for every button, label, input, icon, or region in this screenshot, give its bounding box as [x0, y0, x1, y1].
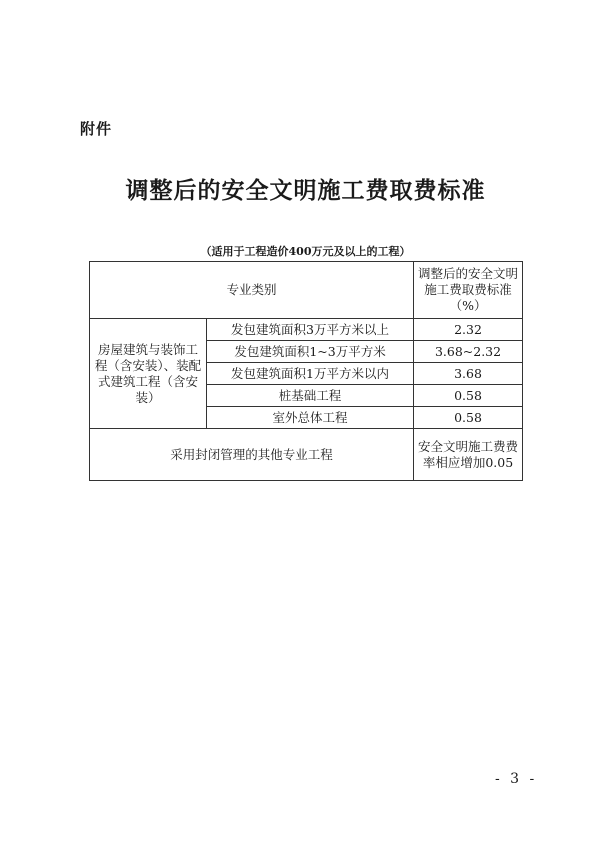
- subcategory-cell: 发包建筑面积1~3万平方米: [207, 341, 414, 363]
- document-subtitle: （适用于工程造价400万元及以上的工程）: [200, 245, 411, 258]
- attachment-label: 附件: [80, 120, 113, 138]
- other-value-cell: 安全文明施工费费率相应增加0.05: [414, 429, 523, 481]
- subcategory-cell: 发包建筑面积3万平方米以上: [207, 319, 414, 341]
- value-cell: 3.68~2.32: [414, 341, 523, 363]
- other-category-cell: 采用封闭管理的其他专业工程: [90, 429, 414, 481]
- subcategory-cell: 发包建筑面积1万平方米以内: [207, 363, 414, 385]
- fee-standard-table: [89, 261, 523, 481]
- value-cell: 0.58: [414, 385, 523, 407]
- header-category-cell: 专业类别: [90, 262, 414, 319]
- table-header-row: [90, 262, 523, 319]
- group-label-cell: 房屋建筑与装饰工程（含安装）、装配式建筑工程（含安装）: [90, 319, 207, 429]
- subcategory-cell: 桩基础工程: [207, 385, 414, 407]
- value-cell: 0.58: [414, 407, 523, 429]
- page-number: - 3 -: [495, 771, 538, 787]
- table-row-other-works: [90, 429, 523, 481]
- value-cell: 2.32: [414, 319, 523, 341]
- document-title: 调整后的安全文明施工费取费标准: [125, 177, 486, 204]
- table-row: [90, 319, 523, 341]
- header-standard-cell: 调整后的安全文明施工费取费标准（%）: [414, 262, 523, 319]
- subcategory-cell: 室外总体工程: [207, 407, 414, 429]
- value-cell: 3.68: [414, 363, 523, 385]
